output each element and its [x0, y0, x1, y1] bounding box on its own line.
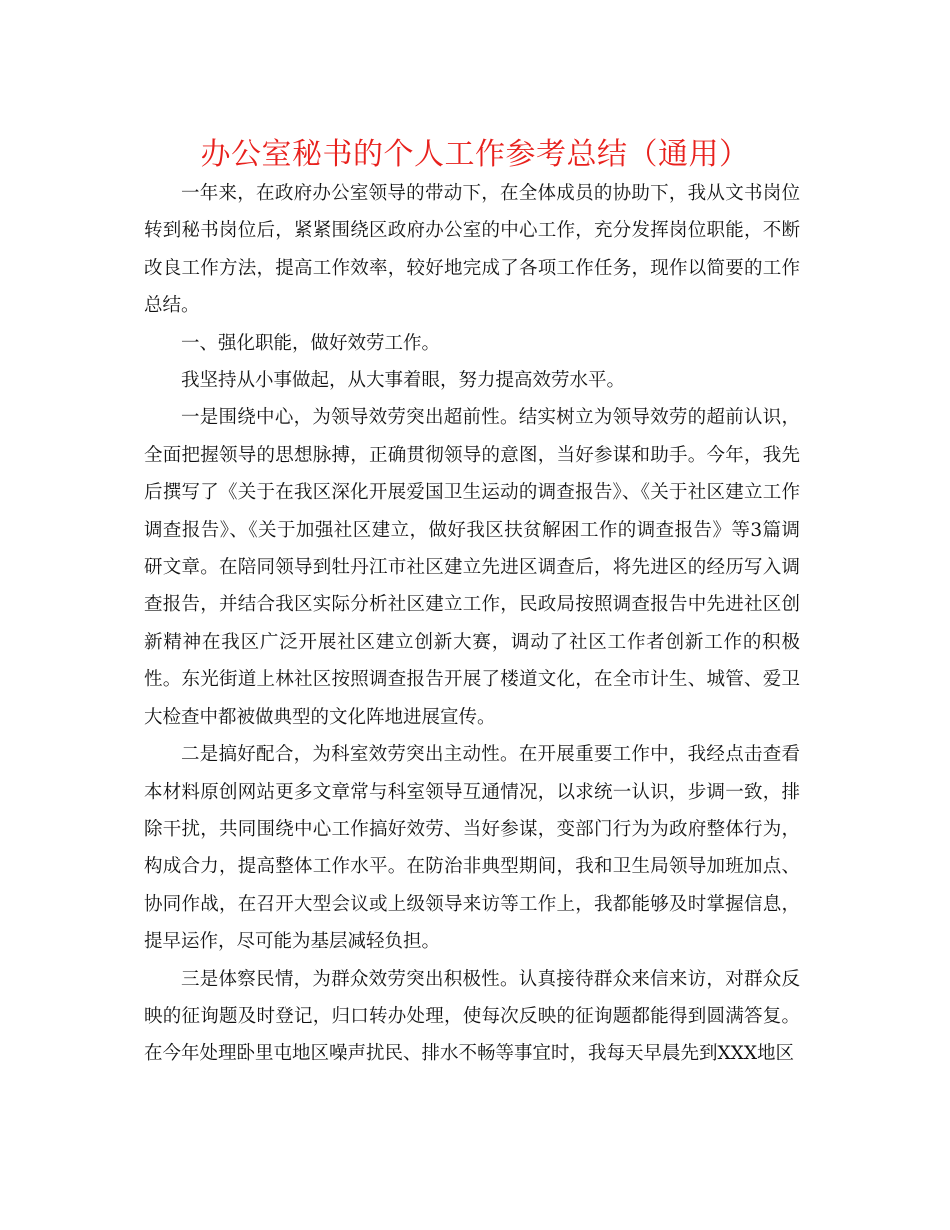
document-body [144, 175, 800, 1073]
paragraph-point-two: 二是搞好配合，为科室效劳突出主动性。在开展重要工作中，我经点击查看本材料原创网站更多文章常与科室领导互通情况，以求统一认识，步调一致，排除干扰，共同围绕中心工作搞好效劳、当好参谋，变部门行为为政府整体行为，构成合力，提高整体工作水平。在防治非典型期间，我和卫生局领导加班加点、协同作战，在召开大型会议或上级领导来访等工作上，我都能够及时掌握信息，提早运作，尽可能为基层减轻负担。 [144, 744, 800, 953]
document-title: 办公室秘书的个人工作参考总结（通用） [200, 137, 750, 172]
paragraph-point-three: 三是体察民情，为群众效劳突出积极性。认真接待群众来信来访，对群众反映的征询题及时登记，归口转办处理，使每次反映的征询题都能得到圆满答复。在今年处理卧里屯地区噪声扰民、排水不畅等事宜时，我每天早晨先到XXX地区 [144, 968, 800, 1065]
paragraph-section-lead: 我坚持从小事做起，从大事着眼，努力提高效劳水平。 [181, 370, 626, 392]
paragraph-intro: 一年来，在政府办公室领导的带动下，在全体成员的协助下，我从文书岗位转到秘书岗位后，紧紧围绕区政府办公室的中心工作，充分发挥岗位职能，不断改良工作方法，提高工作效率，较好地完成了各项工作任务，现作以简要的工作总结。 [144, 183, 800, 317]
paragraph-point-one: 一是围绕中心，为领导效劳突出超前性。结实树立为领导效劳的超前认识，全面把握领导的思想脉搏，正确贯彻领导的意图，当好参谋和助手。今年，我先后撰写了《关于在我区深化开展爱国卫生运动的调查报告》、《关于社区建立工作调查报告》、《关于加强社区建立，做好我区扶贫解困工作的调查报告》等3篇调研文章。在陪同领导到牡丹江市社区建立先进区调查后，将先进区的经历写入调查报告，并结合我区实际分析社区建立工作，民政局按照调查报告中先进社区创新精神在我区广泛开展社区建立创新大赛，调动了社区工作者创新工作的积极性。东光街道上林社区按照调查报告开展了楼道文化，在全市计生、城管、爱卫大检查中都被做典型的文化阵地进展宣传。 [144, 407, 800, 728]
paragraph-section-heading: 一、强化职能，做好效劳工作。 [181, 332, 441, 354]
